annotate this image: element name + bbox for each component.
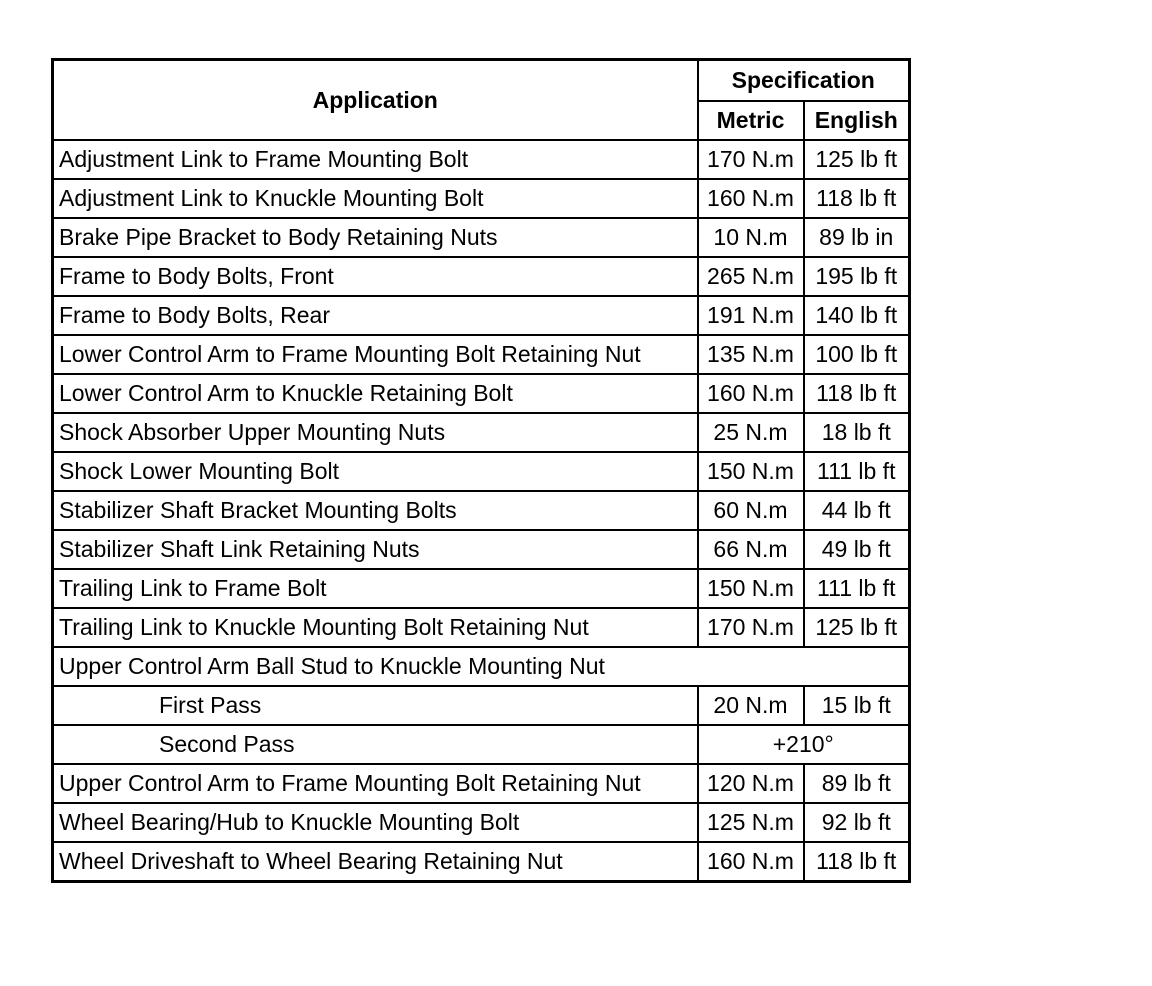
metric-cell: 160 N.m xyxy=(698,842,804,882)
table-row xyxy=(53,764,910,803)
english-cell: 49 lb ft xyxy=(804,530,910,569)
english-cell: 18 lb ft xyxy=(804,413,910,452)
application-cell: Adjustment Link to Frame Mounting Bolt xyxy=(53,140,698,179)
first-pass-cell: First Pass xyxy=(53,686,698,725)
table-row xyxy=(53,608,910,647)
table-row xyxy=(53,491,910,530)
table-row xyxy=(53,842,910,882)
application-cell: Trailing Link to Frame Bolt xyxy=(53,569,698,608)
application-cell: Adjustment Link to Knuckle Mounting Bolt xyxy=(53,179,698,218)
table-row xyxy=(53,530,910,569)
english-header: English xyxy=(804,101,910,140)
header-row-top xyxy=(53,60,910,102)
table-row-first-pass xyxy=(53,686,910,725)
application-cell: Lower Control Arm to Frame Mounting Bolt Retaining Nut xyxy=(53,335,698,374)
table-row xyxy=(53,335,910,374)
metric-header: Metric xyxy=(698,101,804,140)
metric-cell: 160 N.m xyxy=(698,374,804,413)
metric-cell: 191 N.m xyxy=(698,296,804,335)
application-cell: Shock Lower Mounting Bolt xyxy=(53,452,698,491)
metric-cell: 150 N.m xyxy=(698,452,804,491)
english-cell: 125 lb ft xyxy=(804,608,910,647)
table-row-ball-stud-heading xyxy=(53,647,910,686)
second-pass-cell: Second Pass xyxy=(53,725,698,764)
metric-cell: 60 N.m xyxy=(698,491,804,530)
english-cell: 89 lb in xyxy=(804,218,910,257)
metric-cell: 10 N.m xyxy=(698,218,804,257)
application-cell: Lower Control Arm to Knuckle Retaining Bolt xyxy=(53,374,698,413)
application-cell: Stabilizer Shaft Link Retaining Nuts xyxy=(53,530,698,569)
application-cell: Stabilizer Shaft Bracket Mounting Bolts xyxy=(53,491,698,530)
table-row xyxy=(53,140,910,179)
metric-cell: 66 N.m xyxy=(698,530,804,569)
application-cell: Wheel Bearing/Hub to Knuckle Mounting Bolt xyxy=(53,803,698,842)
application-cell: Wheel Driveshaft to Wheel Bearing Retaining Nut xyxy=(53,842,698,882)
metric-cell: 160 N.m xyxy=(698,179,804,218)
metric-cell: 125 N.m xyxy=(698,803,804,842)
metric-cell: 25 N.m xyxy=(698,413,804,452)
metric-cell: 120 N.m xyxy=(698,764,804,803)
english-cell: 44 lb ft xyxy=(804,491,910,530)
table-row xyxy=(53,296,910,335)
table-row xyxy=(53,374,910,413)
specification-header: Specification xyxy=(698,60,910,102)
english-cell: 118 lb ft xyxy=(804,842,910,882)
english-cell: 118 lb ft xyxy=(804,179,910,218)
table-row xyxy=(53,413,910,452)
application-cell: Upper Control Arm to Frame Mounting Bolt Retaining Nut xyxy=(53,764,698,803)
table-row xyxy=(53,257,910,296)
english-cell: 118 lb ft xyxy=(804,374,910,413)
table-row xyxy=(53,803,910,842)
application-header: Application xyxy=(53,60,698,141)
table-row xyxy=(53,569,910,608)
application-cell: Frame to Body Bolts, Front xyxy=(53,257,698,296)
english-cell: 111 lb ft xyxy=(804,569,910,608)
table-row xyxy=(53,452,910,491)
english-cell: 89 lb ft xyxy=(804,764,910,803)
fastener-specification-table xyxy=(51,58,911,883)
application-cell: Frame to Body Bolts, Rear xyxy=(53,296,698,335)
application-cell: Brake Pipe Bracket to Body Retaining Nuts xyxy=(53,218,698,257)
application-cell: Trailing Link to Knuckle Mounting Bolt Retaining Nut xyxy=(53,608,698,647)
table-row-second-pass xyxy=(53,725,910,764)
angle-cell: +210° xyxy=(698,725,910,764)
metric-cell: 20 N.m xyxy=(698,686,804,725)
metric-cell: 170 N.m xyxy=(698,140,804,179)
english-cell: 92 lb ft xyxy=(804,803,910,842)
metric-cell: 150 N.m xyxy=(698,569,804,608)
english-cell: 125 lb ft xyxy=(804,140,910,179)
english-cell: 140 lb ft xyxy=(804,296,910,335)
table-body xyxy=(53,140,910,882)
application-cell: Shock Absorber Upper Mounting Nuts xyxy=(53,413,698,452)
metric-cell: 135 N.m xyxy=(698,335,804,374)
application-cell: Upper Control Arm Ball Stud to Knuckle Mounting Nut xyxy=(53,647,910,686)
english-cell: 100 lb ft xyxy=(804,335,910,374)
metric-cell: 265 N.m xyxy=(698,257,804,296)
english-cell: 195 lb ft xyxy=(804,257,910,296)
english-cell: 111 lb ft xyxy=(804,452,910,491)
table-row xyxy=(53,179,910,218)
table-row xyxy=(53,218,910,257)
metric-cell: 170 N.m xyxy=(698,608,804,647)
english-cell: 15 lb ft xyxy=(804,686,910,725)
